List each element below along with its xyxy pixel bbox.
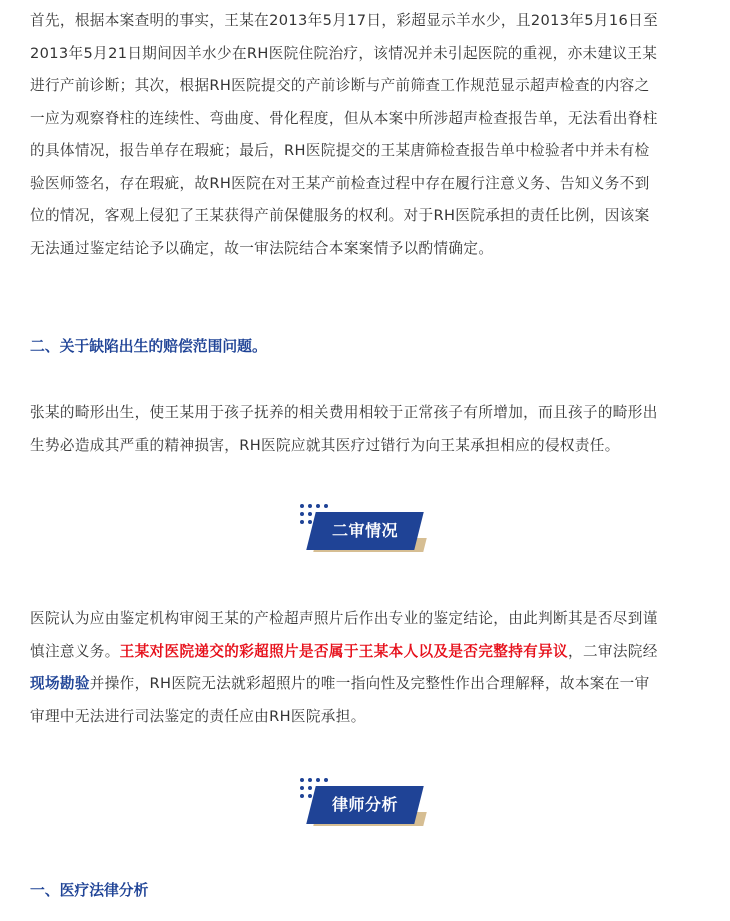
section-badge-second-instance [295, 504, 445, 564]
highlight-blue-text: 现场勘验 [30, 675, 90, 692]
text-line: 无法通过鉴定结论予以确定，故一审法院结合本案案情予以酌情确定。 [30, 240, 494, 257]
text-line: 审理中无法进行司法鉴定的责任应由RH医院承担。 [30, 708, 366, 725]
text-plain: 并操作，RH医院无法就彩超照片的唯一指向性及完整性作出合理解释，故本案在一审 [89, 675, 650, 692]
text-line [30, 636, 710, 669]
badge-label: 律师分析 [331, 795, 398, 814]
text-plain: ，二审法院经 [568, 643, 658, 660]
text-line: 张某的畸形出生，使王某用于孩子抚养的相关费用相较于正常孩子有所增加，而且孩子的畸形出 [30, 404, 658, 421]
section-heading-medical-legal: 一、医疗法律分析 [30, 882, 149, 899]
section-heading-compensation: 二、关于缺陷出生的赔偿范围问题。 [30, 338, 267, 355]
text-line: 生势必造成其严重的精神损害，RH医院应就其医疗过错行为向王某承担相应的侵权责任。 [30, 437, 620, 454]
text-line: 位的情况，客观上侵犯了王某获得产前保健服务的权利。对于RH医院承担的责任比例，因该案 [30, 207, 650, 224]
text-line: 的具体情况，报告单存在瑕疵；最后，RH医院提交的王某唐筛检查报告单中检验者中并未有检 [30, 142, 650, 159]
text-line [30, 668, 710, 701]
text-line: 2013年5月21日期间因羊水少在RH医院住院治疗，该情况并未引起医院的重视，亦未建议王某 [30, 45, 658, 62]
text-line: 首先，根据本案查明的事实，王某在2013年5月17日，彩超显示羊水少，且2013年5月16日至 [30, 12, 659, 29]
text-line: 医院认为应由鉴定机构审阅王某的产检超声照片后作出专业的鉴定结论，由此判断其是否尽到谨 [30, 610, 658, 627]
text-line: 进行产前诊断；其次，根据RH医院提交的产前诊断与产前筛查工作规范显示超声检查的内容之 [30, 77, 650, 94]
text-line: 一应为观察脊柱的连续性、弯曲度、骨化程度，但从本案中所涉超声检查报告单，无法看出脊柱 [30, 110, 658, 127]
highlight-red-text: 王某对医院递交的彩超照片是否属于王某本人以及是否完整持有异议 [119, 643, 568, 660]
text-plain: 慎注意义务。 [30, 643, 120, 660]
badge-label: 二审情况 [331, 521, 398, 540]
section-badge-lawyer-analysis [295, 778, 445, 838]
text-line: 验医师签名，存在瑕疵，故RH医院在对王某产前检查过程中存在履行注意义务、告知义务不到 [30, 175, 650, 192]
